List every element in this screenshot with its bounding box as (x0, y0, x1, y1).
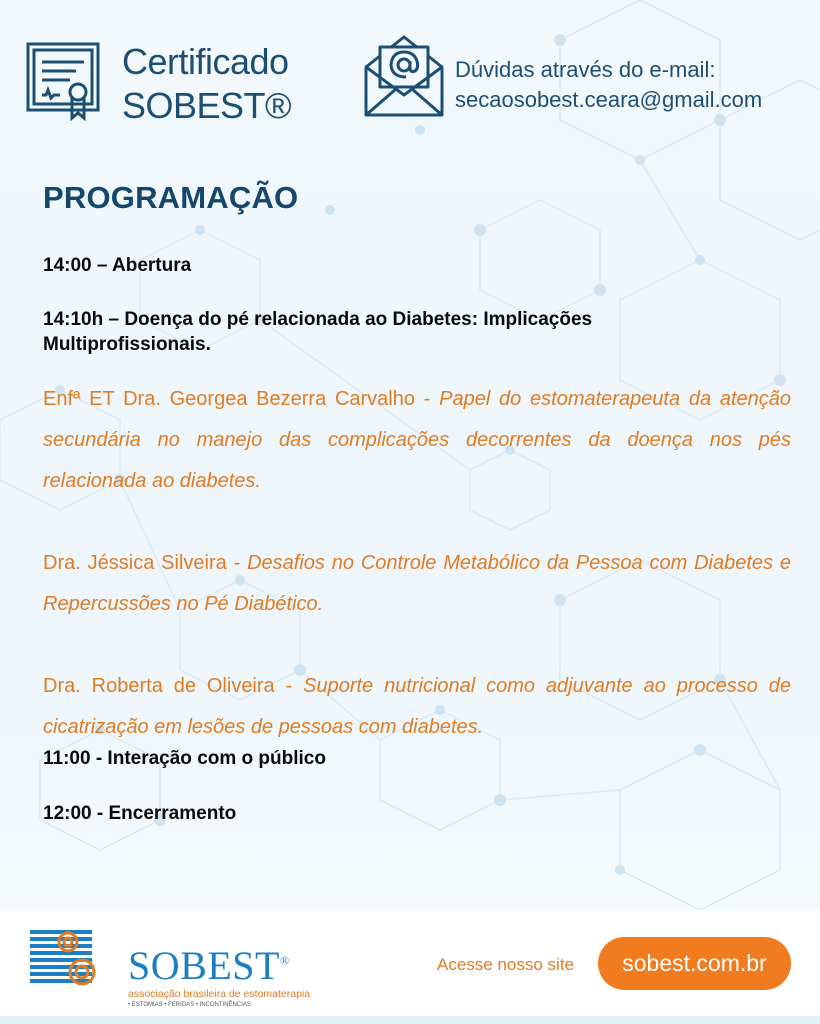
footer-strip (0, 1016, 820, 1024)
email-address[interactable]: secaosobest.ceara@gmail.com (455, 87, 763, 112)
email-contact (455, 55, 762, 115)
certificate-title-line2: SOBEST® (122, 85, 292, 126)
logo-name (128, 942, 290, 989)
speaker-theme: Desafios no Controle Metabólico da Pessoa com Diabetes e Repercussões no Pé Diabético. (43, 552, 792, 615)
certificate-title-line1: Certificado (122, 41, 289, 82)
section-title: PROGRAMAÇÃO (43, 180, 299, 215)
logo-subline: • ESTOMIAS • FERIDAS • INCONTINÊNCIAS (128, 1002, 251, 1008)
certificate-title (122, 40, 291, 128)
speaker-name: Dra. Roberta de Oliveira - (43, 675, 304, 697)
logo-name-text: SOBEST (128, 943, 280, 988)
speaker-theme: Suporte nutricional como adjuvante ao processo de cicatrização em lesões de pessoas com diabetes. (43, 675, 792, 738)
sobest-logo-mark-icon (30, 928, 124, 990)
speaker-entry (43, 543, 791, 625)
speaker-entry (43, 379, 791, 502)
sobest-logo[interactable] (30, 928, 311, 1008)
schedule-lecture (43, 307, 791, 357)
email-label: Dúvidas através do e-mail: (455, 57, 716, 82)
speaker-name: Dra. Jéssica Silveira - (43, 552, 248, 574)
schedule-interaction: 11:00 - Interação com o público (43, 748, 326, 769)
program-schedule (43, 253, 791, 826)
lecture-line1: 14:10h – Doença do pé relacionada ao Diabetes: Implicações (43, 309, 593, 330)
footer (0, 910, 820, 1024)
speaker-theme: Papel do estomaterapeuta da atenção secundária no manejo das complicações decorrentes da doença nos pés relacionada ao diabetes. (43, 388, 792, 492)
envelope-at-icon (362, 33, 446, 119)
site-label: Acesse nosso site (437, 955, 575, 974)
header (0, 0, 820, 150)
schedule-closing: 12:00 - Encerramento (43, 803, 237, 824)
speaker-entry (43, 666, 791, 748)
logo-tagline: associação brasileira de estomaterapia (128, 988, 311, 1000)
speaker-name: Enfª ET Dra. Georgea Bezerra Carvalho - (43, 388, 440, 410)
site-link-button[interactable]: sobest.com.br (598, 937, 791, 990)
certificate-icon (26, 40, 102, 122)
logo-registered: ® (279, 953, 290, 968)
schedule-opening: 14:00 – Abertura (43, 255, 192, 276)
lecture-line2: Multiprofissionais. (43, 334, 211, 355)
